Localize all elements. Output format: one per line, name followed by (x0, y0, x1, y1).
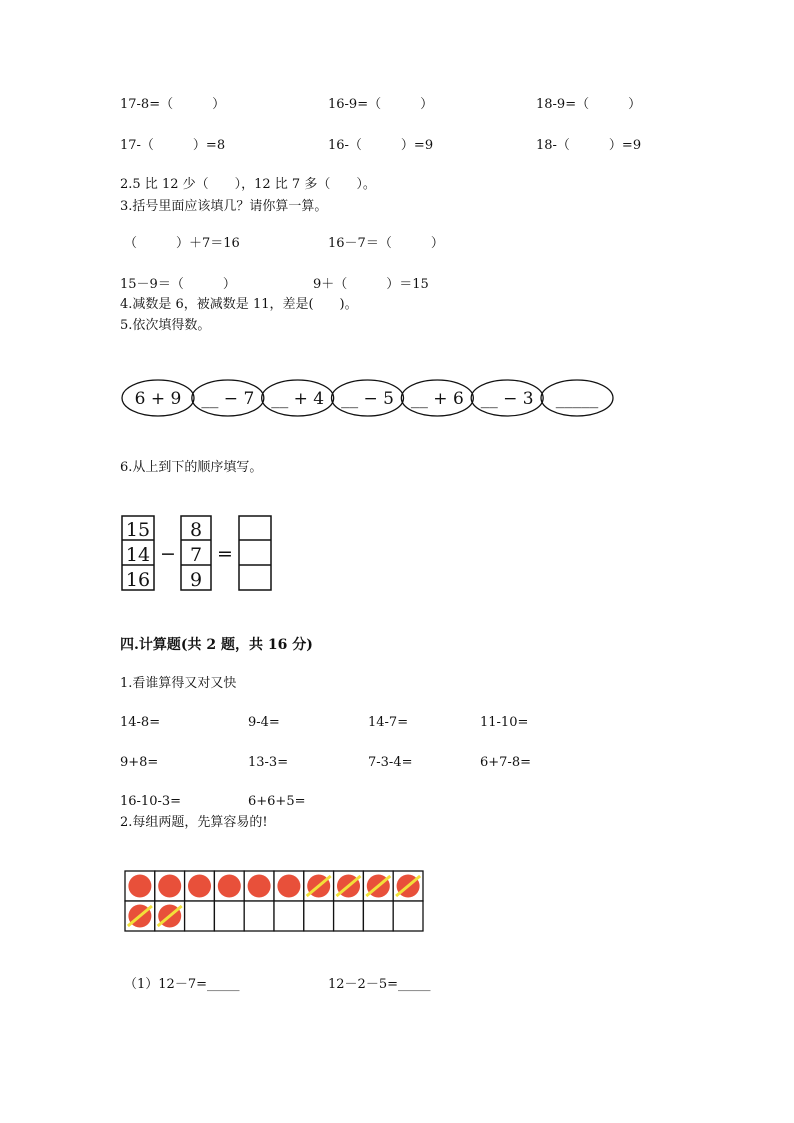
equation-16-blank: 16-（ ）=9 (328, 138, 434, 153)
equation-16-9: 16-9=（ ） (328, 97, 434, 112)
counter-dot (188, 875, 211, 898)
counter-dot (128, 875, 151, 898)
calc-9-4: 9-4= (248, 715, 280, 730)
grid-cell (334, 901, 364, 931)
grid-cell (185, 901, 215, 931)
equals-sign: = (217, 543, 233, 565)
subtraction-table (118, 512, 278, 598)
subtrahend-1: 8 (189, 519, 203, 541)
grid-cell (274, 901, 304, 931)
equation-17-blank: 17-（ ）=8 (120, 138, 226, 153)
calc-11-10: 11-10= (480, 715, 529, 730)
counter-dot (277, 875, 300, 898)
equation-18-9: 18-9=（ ） (536, 97, 642, 112)
counter-dot (218, 875, 241, 898)
ten-frame-grid (124, 870, 424, 932)
question-5-title: 5.依次填得数。 (120, 318, 211, 333)
question-6-title: 6.从上到下的顺序填写。 (120, 460, 263, 475)
calc-7-3-4: 7-3-4= (368, 755, 413, 770)
minus-sign: − (160, 543, 176, 565)
minuend-2: 14 (125, 544, 151, 566)
oval-chain (120, 372, 615, 424)
chain-step-label: __ − 3 (480, 389, 534, 409)
chain-step-label: __ − 5 (341, 389, 394, 409)
part-2-title: 2.每组两题，先算容易的! (120, 815, 268, 830)
answer-1: （1）12－7=_____ (124, 977, 240, 992)
subtrahend-2: 7 (189, 544, 203, 566)
q3-equation-3: 15－9＝（ ） (120, 277, 236, 292)
chain-step-label: __ + 6 (410, 389, 464, 409)
grid-cell (393, 901, 423, 931)
part-1-title: 1.看谁算得又对又快 (120, 676, 237, 691)
chain-step-label: _____ (555, 389, 599, 409)
calc-9+8: 9+8= (120, 755, 159, 770)
equation-17-8: 17-8=（ ） (120, 97, 226, 112)
q3-equation-4: 9＋（ ）＝15 (313, 277, 429, 292)
counter-dot (248, 875, 271, 898)
equation-18-blank: 18-（ ）=9 (536, 138, 642, 153)
grid-cell (244, 901, 274, 931)
minuend-3: 16 (125, 569, 151, 591)
calc-14-7: 14-7= (368, 715, 409, 730)
grid-cell (214, 901, 244, 931)
calc-14-8: 14-8= (120, 715, 161, 730)
chain-step-label: __ − 7 (201, 389, 255, 409)
q3-equation-2: 16－7＝（ ） (328, 236, 444, 251)
calc-6+6+5: 6+6+5= (248, 794, 306, 809)
question-3-title: 3.括号里面应该填几？请你算一算。 (120, 199, 328, 214)
answer-2: 12－2－5=_____ (328, 977, 431, 992)
chain-step-label: __ + 4 (271, 389, 325, 409)
calc-13-3: 13-3= (248, 755, 289, 770)
grid-cell (304, 901, 334, 931)
q3-equation-1: （ ）＋7＝16 (124, 236, 240, 251)
calc-6+7-8: 6+7-8= (480, 755, 531, 770)
calc-16-10-3: 16-10-3= (120, 794, 182, 809)
question-4: 4.减数是 6，被减数是 11，差是( )。 (120, 297, 358, 312)
chain-step-label: 6 + 9 (134, 389, 182, 409)
question-2: 2.5 比 12 少（ ），12 比 7 多（ ）。 (120, 177, 376, 192)
section-4-title: 四.计算题(共 2 题，共 16 分) (120, 637, 313, 653)
counter-dot (158, 875, 181, 898)
subtrahend-3: 9 (189, 569, 203, 591)
grid-cell (363, 901, 393, 931)
minuend-1: 15 (125, 519, 151, 541)
